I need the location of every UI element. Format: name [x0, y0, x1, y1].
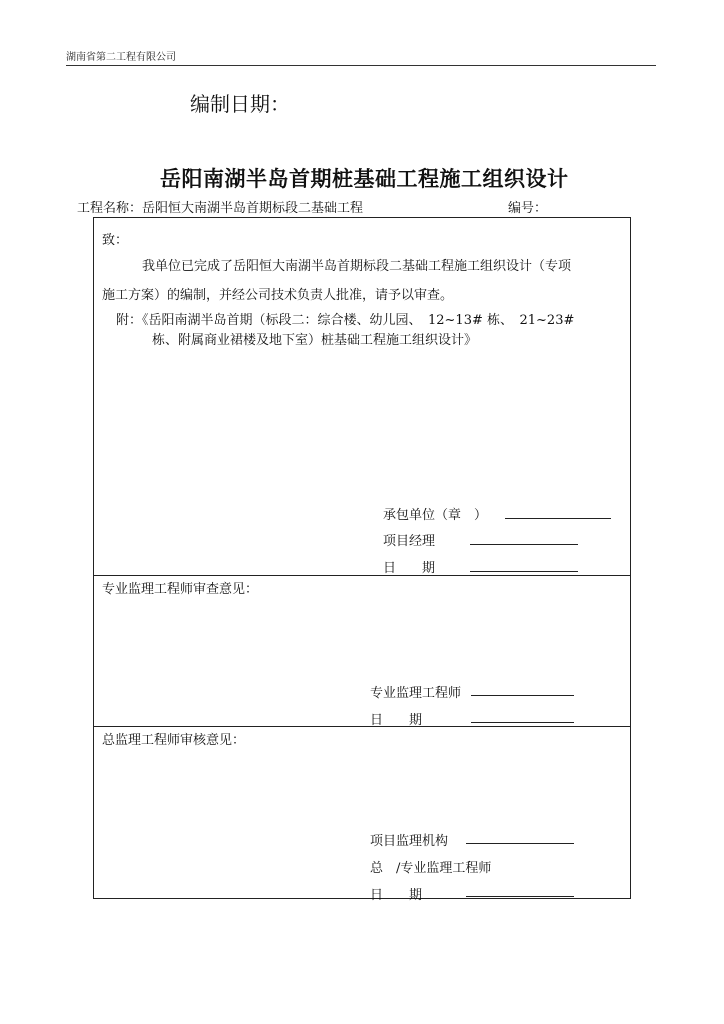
contractor-signature-line[interactable] [505, 518, 611, 519]
project-name-label: 工程名称： [77, 201, 143, 216]
header-divider [66, 65, 656, 66]
supervisor-review-heading: 专业监理工程师审查意见： [102, 582, 259, 597]
approval-form [93, 217, 631, 903]
chief-review-heading: 总监理工程师审核意见： [102, 733, 246, 748]
submission-text-line1: 我单位已完成了岳阳恒大南湖半岛首期标段二基础工程施工组织设计（专项 [142, 259, 572, 274]
project-manager-signature-line[interactable] [470, 544, 578, 545]
document-number-label: 编号： [508, 201, 548, 216]
contractor-date-label: 日 期 [383, 561, 436, 576]
attachment-line2: 栋、附属商业裙楼及地下室）桩基础工程施工组织设计》 [152, 333, 478, 348]
contractor-label: 承包单位（章 ） [383, 508, 488, 523]
document-title: 岳阳南湖半岛首期桩基础工程施工组织设计 [160, 167, 569, 191]
attachment-line1: 附：《岳阳南湖半岛首期（标段二：综合楼、幼儿园、 12~13# 栋、 21~23# [116, 313, 575, 328]
company-header: 湖南省第二工程有限公司 [66, 52, 176, 63]
compile-date-label: 编制日期： [190, 92, 290, 116]
supervising-engineer-label: 专业监理工程师 [370, 686, 462, 701]
supervisor-date-line[interactable] [471, 722, 574, 723]
addressee-label: 致： [102, 233, 129, 248]
project-name-value: 岳阳恒大南湖半岛首期标段二基础工程 [142, 201, 364, 216]
chief-date-line[interactable] [466, 896, 574, 897]
section-divider-1 [94, 575, 630, 576]
contractor-date-line[interactable] [470, 571, 578, 572]
section-divider-2 [94, 726, 630, 727]
supervising-engineer-signature-line[interactable] [471, 695, 574, 696]
supervision-agency-label: 项目监理机构 [370, 834, 449, 849]
supervisor-date-label: 日 期 [370, 713, 423, 728]
submission-text-line2: 施工方案）的编制，并经公司技术负责人批准，请予以审查。 [102, 288, 454, 303]
chief-date-label: 日 期 [370, 888, 423, 903]
supervision-agency-signature-line[interactable] [466, 843, 574, 844]
chief-engineer-label: 总 /专业监理工程师 [370, 861, 492, 876]
project-name-row [77, 197, 363, 216]
project-manager-label: 项目经理 [383, 534, 436, 549]
